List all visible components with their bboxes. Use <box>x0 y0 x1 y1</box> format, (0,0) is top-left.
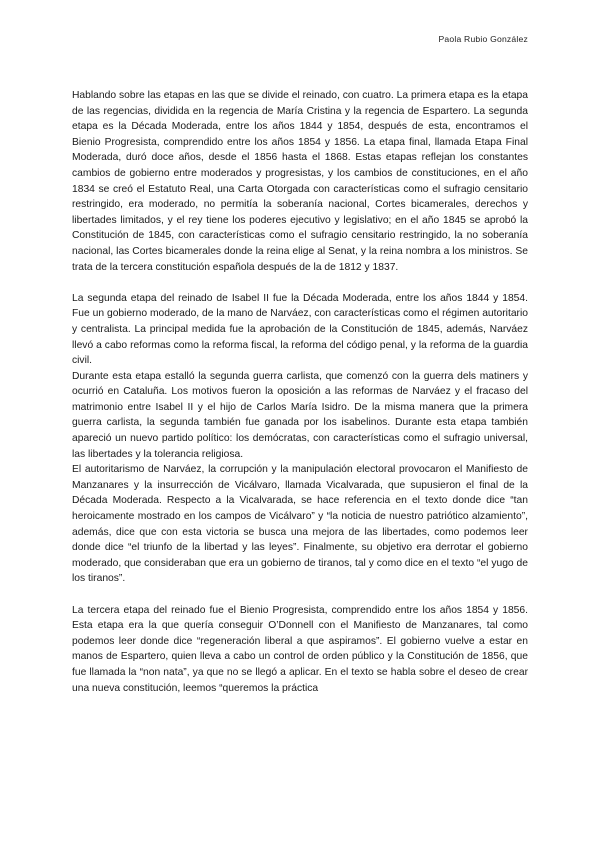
paragraph-1: Hablando sobre las etapas en las que se divide el reinado, con cuatro. La primera etapa es la etapa de las regencias, dividida en la regencia de María Cristina y la regencia de Espartero. La segunda etapa es la Década Moderada, entre los años 1844 y 1854, después de esta, encontramos el Bienio Progresista, comprendido entre los años 1854 y 1856. La etapa final, llamada Etapa Final Moderada, duró doce años, desde el 1856 hasta el 1868. Estas etapas reflejan los constantes cambios de gobierno entre moderados y progresistas, y los cambios de constituciones, en el año 1834 se creó el Estatuto Real, una Carta Otorgada con características como el sufragio censitario restringido, era moderado, no permitía la soberanía nacional, Cortes bicamerales, derechos y libertades limitados, y el rey tiene los poderes ejecutivo y legislativo; en el año 1845 se aprobó la Constitución de 1845, con características como el sufragio censitario restringido, la no soberanía nacional, las Cortes bicamerales donde la reina elige al Senat, y la reina nombra a los ministros. Se trata de la tercera constitución española después de la de 1812 y 1837. <box>72 90 528 273</box>
author-header: Paola Rubio González <box>438 34 528 44</box>
paragraph-4: El autoritarismo de Narváez, la corrupción y la manipulación electoral provocaron el Manifiesto de Manzanares y la insurrección de Vicálvaro, llamada Vicalvarada, que supusieron el final de la Década Moderada. Respecto a la Vicalvarada, se hace referencia en el texto donde dice “tan heroicamente mostrado en los campos de Vicálvaro” y “la noticia de nuestro patriótico alzamiento”, además, dice que con esta victoria se busca una mejora de las libertades, como podemos leer donde dice “el triunfo de la libertad y las leyes”. Finalmente, su objetivo era derrotar el gobierno moderado, que consideraban que era un gobierno de tiranos, tal y como dice en el texto “el yugo de los tiranos”. <box>72 464 528 585</box>
paragraph-2: La segunda etapa del reinado de Isabel II fue la Década Moderada, entre los años 1844 y 1854. Fue un gobierno moderado, de la mano de Narváez, con características como el régimen autoritario y centralista. La principal medida fue la aprobación de la Constitución de 1845, además, Narváez llevó a cabo reformas como la reforma fiscal, la reforma del código penal, y la reforma de la guardia civil. <box>72 292 528 367</box>
paragraph-3: Durante esta etapa estalló la segunda guerra carlista, que comenzó con la guerra dels matiners y ocurrió en Cataluña. Los motivos fueron la oposición a las reformas de Narváez y el fracaso del matrimonio entre Isabel II y el hijo de Carlos María Isidro. De la misma manera que la primera guerra carlista, la segunda también fue ganada por los isabelinos. Durante esta etapa también apareció un nuevo partido político: los demócratas, con características como el sufragio universal, las libertades y la tolerancia religiosa. <box>72 370 528 460</box>
paragraph-5: La tercera etapa del reinado fue el Bienio Progresista, comprendido entre los años 1854 y 1856. Esta etapa era la que quería conseguir O’Donnell con el Manifiesto de Manzanares, tal como podemos leer donde dice “regeneración liberal a que aspiramos”. El gobierno vuelve a estar en manos de Espartero, quien lleva a cabo un control de orden público y la Constitución de 1856, que fue llamada la “non nata”, ya que no se llegó a aplicar. En el texto se habla sobre el deseo de crear una nueva constitución, leemos “queremos la práctica <box>72 604 528 694</box>
document-body <box>72 88 528 696</box>
